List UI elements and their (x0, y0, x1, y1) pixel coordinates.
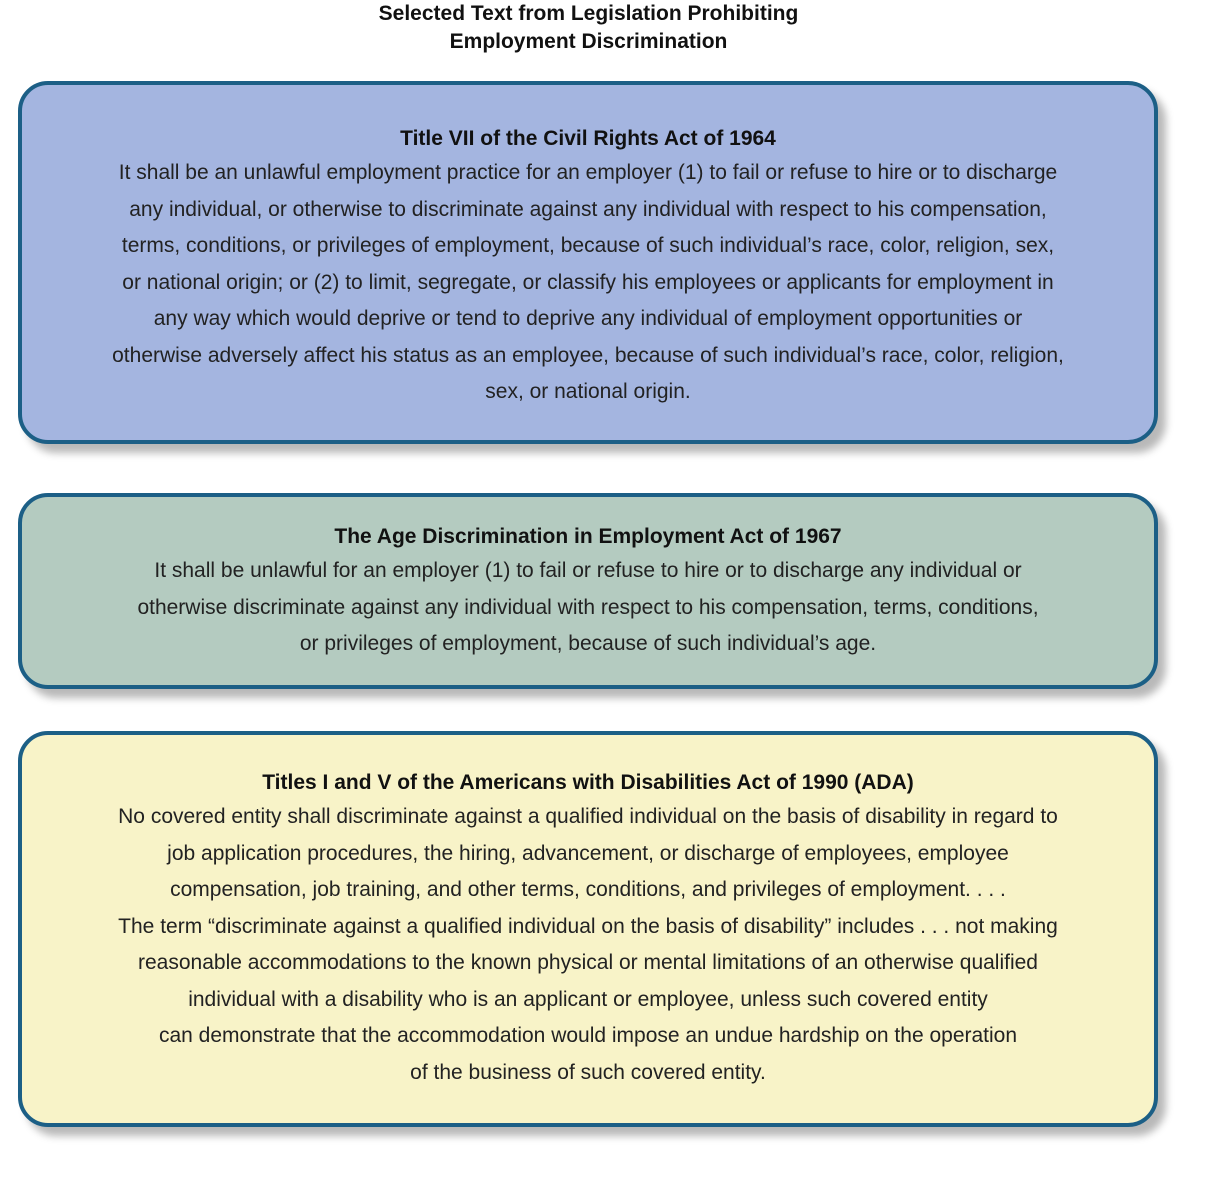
text-line: any individual, or otherwise to discriminate against any individual with respect to his compensation, (129, 197, 1047, 221)
ada-text (52, 799, 1124, 1091)
text-line: sex, or national origin. (485, 380, 691, 403)
age-discrimination-act-title: The Age Discrimination in Employment Act of 1967 (334, 525, 842, 548)
ada-box (18, 731, 1158, 1127)
civil-rights-act-title: Title VII of the Civil Rights Act of 1964 (400, 127, 776, 150)
ada-title: Titles I and V of the Americans with Disabilities Act of 1990 (ADA) (262, 771, 914, 794)
text-line: otherwise adversely affect his status as an employee, because of such individual’s race, color, religion, (112, 343, 1064, 367)
text-line: can demonstrate that the accommodation would impose an undue hardship on the operation (158, 1024, 1018, 1047)
civil-rights-act-text (52, 155, 1124, 411)
text-line: terms, conditions, or privileges of employment, because of such individual’s race, color, religion, sex, (121, 234, 1055, 257)
text-line: or privileges of employment, because of such individual’s age. (299, 632, 877, 655)
text-line: individual with a disability who is an applicant or employee, unless such covered entity (188, 987, 988, 1011)
text-line: job application procedures, the hiring, advancement, or discharge of employees, employee (167, 841, 1009, 865)
text-line: any way which would deprive or tend to deprive any individual of employment opportunities or (153, 307, 1023, 330)
text-line: It shall be unlawful for an employer (1) to fail or refuse to hire or to discharge any individual or (154, 559, 1022, 582)
text-line: compensation, job training, and other terms, conditions, and privileges of employment. . . . (170, 878, 1006, 901)
civil-rights-act-box (18, 81, 1158, 444)
age-discrimination-act-box (18, 493, 1158, 689)
figure-title (0, 0, 1177, 56)
text-line: reasonable accommodations to the known physical or mental limitations of an otherwise qualified (138, 951, 1038, 974)
figure-title-line-1: Selected Text from Legislation Prohibiting (378, 2, 799, 25)
text-line: It shall be an unlawful employment practice for an employer (1) to fail or refuse to hire or to discharge (118, 161, 1058, 184)
text-line: of the business of such covered entity. (410, 1060, 766, 1084)
text-line: otherwise discriminate against any individual with respect to his compensation, terms, conditions, (137, 595, 1039, 619)
text-line: No covered entity shall discriminate against a qualified individual on the basis of disability in regard to (118, 805, 1058, 828)
age-discrimination-act-text (52, 553, 1124, 663)
text-line: or national origin; or (2) to limit, segregate, or classify his employees or applicants for employment in (122, 270, 1054, 294)
figure-title-line-2: Employment Discrimination (449, 30, 728, 53)
text-line: The term “discriminate against a qualified individual on the basis of disability” includes . . . not making (118, 914, 1058, 938)
